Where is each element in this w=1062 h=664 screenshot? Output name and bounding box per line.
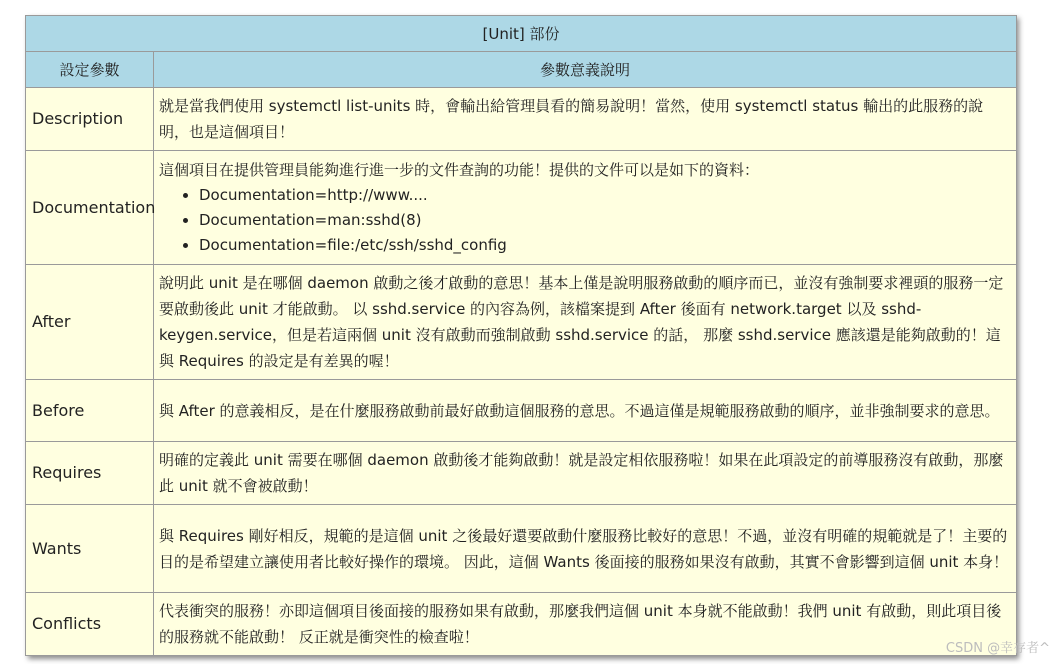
table-title: [Unit] 部份: [26, 16, 1017, 52]
unit-section-table: [25, 15, 1017, 656]
param-cell: Documentation: [26, 151, 154, 265]
desc-cell: 說明此 unit 是在哪個 daemon 啟動之後才啟動的意思！基本上僅是說明服務啟動的順序而已，並沒有強制要求裡頭的服務一定要啟動後此 unit 才能啟動。 以 sshd.service 的內容為例，該檔案提到 After 後面有 network.target 以及 sshd-keygen.service，但是若這兩個 unit 沒有啟動而強制啟動 sshd.service 的話， 那麼 sshd.service 應該還是能夠啟動的！這與 Requires 的設定是有差異的喔！: [154, 265, 1017, 380]
table-row: [26, 593, 1017, 656]
desc-text: 這個項目在提供管理員能夠進行進一步的文件查詢的功能！提供的文件可以是如下的資料：: [159, 161, 760, 179]
param-cell: Requires: [26, 442, 154, 505]
table-row: [26, 442, 1017, 505]
param-cell: After: [26, 265, 154, 380]
list-item: • Documentation=man:sshd(8): [199, 208, 1010, 233]
param-cell: Description: [26, 88, 154, 151]
column-header-param: 設定參數: [26, 52, 154, 88]
desc-cell: 與 Requires 剛好相反，規範的是這個 unit 之後最好還要啟動什麼服務比較好的意思！不過，並沒有明確的規範就是了！主要的目的是希望建立讓使用者比較好操作的環境。 因此，這個 Wants 後面接的服務如果沒有啟動，其實不會影響到這個 unit 本身！: [154, 505, 1017, 593]
list-item: • Documentation=http://www....: [199, 183, 1010, 208]
table-row: [26, 505, 1017, 593]
table-header-row: [26, 52, 1017, 88]
table-row: [26, 88, 1017, 151]
desc-cell: 與 After 的意義相反，是在什麼服務啟動前最好啟動這個服務的意思。不過這僅是規範服務啟動的順序，並非強制要求的意思。: [154, 380, 1017, 442]
desc-cell: 代表衝突的服務！亦即這個項目後面接的服務如果有啟動，那麼我們這個 unit 本身就不能啟動！我們 unit 有啟動，則此項目後的服務就不能啟動！ 反正就是衝突性的檢查啦！: [154, 593, 1017, 656]
documentation-list: [159, 183, 1010, 258]
table-row: [26, 151, 1017, 265]
unit-table-container: [25, 15, 1016, 656]
desc-cell: 明確的定義此 unit 需要在哪個 daemon 啟動後才能夠啟動！就是設定相依服務啦！如果在此項設定的前導服務沒有啟動，那麼此 unit 就不會被啟動！: [154, 442, 1017, 505]
list-item: • Documentation=file:/etc/ssh/sshd_config: [199, 233, 1010, 258]
desc-cell: [154, 151, 1017, 265]
table-title-row: [26, 16, 1017, 52]
column-header-desc: 參數意義說明: [154, 52, 1017, 88]
table-row: [26, 380, 1017, 442]
table-row: [26, 265, 1017, 380]
desc-cell: 就是當我們使用 systemctl list-units 時，會輸出給管理員看的簡易說明！當然，使用 systemctl status 輸出的此服務的說明，也是這個項目！: [154, 88, 1017, 151]
param-cell: Wants: [26, 505, 154, 593]
watermark: CSDN @幸存者^: [945, 641, 1050, 656]
param-cell: Before: [26, 380, 154, 442]
param-cell: Conflicts: [26, 593, 154, 656]
